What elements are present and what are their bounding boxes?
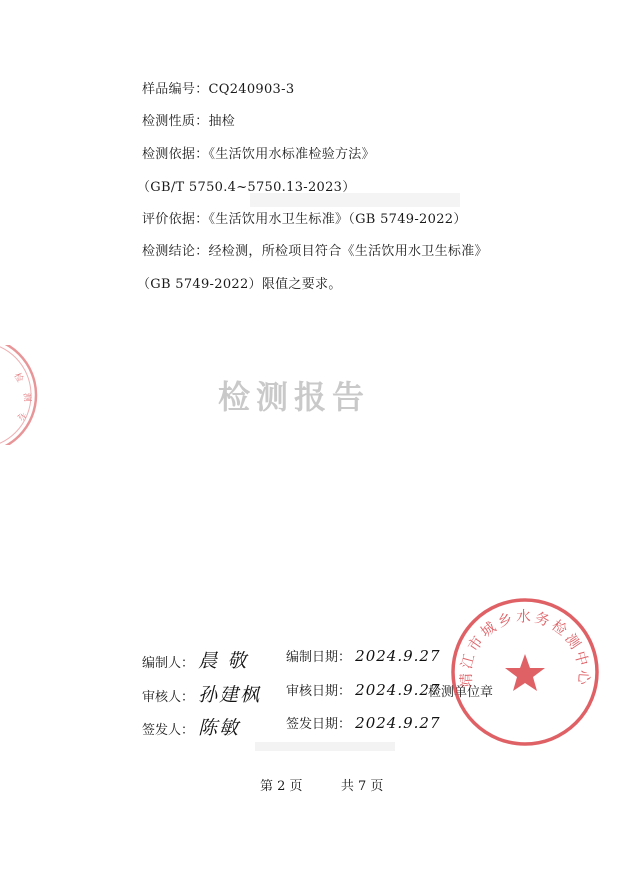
sample-number: 样品编号：CQ240903-3 (142, 82, 295, 97)
test-conclusion: 检测结论：经检测，所检项目符合《生活饮用水卫生标准》 (142, 244, 488, 259)
seal-text: 靖江市城乡水务检测中心 (458, 609, 592, 689)
issue-date-value: 2024.9.27 (355, 714, 441, 732)
compile-date-label: 编制日期： (286, 650, 352, 665)
seal-star-icon (505, 654, 545, 691)
svg-text:专: 专 (14, 409, 27, 422)
compile-date-row (286, 646, 441, 665)
page-footer (260, 775, 383, 794)
svg-text:测: 测 (21, 392, 32, 403)
review-date-value: 2024.9.27 (355, 681, 441, 699)
svg-text:检: 检 (11, 371, 25, 385)
unit-seal-label: 检测单位章 (428, 685, 494, 700)
compiler-signature: 晨 敬 (198, 650, 249, 672)
page-total: 共 7 页 (340, 779, 384, 794)
test-conclusion-continued: （GB 5749-2022）限值之要求。 (137, 277, 342, 292)
issuer-row (142, 713, 298, 740)
left-partial-seal (0, 345, 60, 445)
test-nature: 检测性质：抽检 (142, 114, 236, 129)
review-date-row (286, 680, 441, 699)
issue-date-label: 签发日期： (286, 717, 352, 732)
issuer-signature: 陈敏 (198, 717, 241, 739)
test-basis: 检测依据：《生活饮用水标准检验方法》 (142, 147, 375, 162)
test-basis-standard: （GB/T 5750.4~5750.13-2023） (137, 180, 356, 195)
evaluation-basis: 评价依据：《生活饮用水卫生标准》（GB 5749-2022） (142, 212, 467, 227)
compiler-label: 编制人： (142, 656, 195, 671)
watermark-title: 检测报告 (218, 378, 371, 416)
faint-footer-bar (255, 742, 395, 751)
reviewer-row (142, 680, 298, 707)
compile-date-value: 2024.9.27 (355, 647, 441, 665)
page-number: 第 2 页 (260, 779, 303, 794)
compiler-row (142, 646, 298, 673)
issue-date-row (286, 713, 441, 732)
review-date-label: 审核日期： (286, 684, 352, 699)
reviewer-label: 审核人： (142, 690, 195, 705)
official-seal (445, 592, 605, 752)
reviewer-signature: 孙建枫 (198, 684, 262, 706)
issuer-label: 签发人： (142, 723, 195, 738)
faint-header-bar (250, 193, 460, 207)
